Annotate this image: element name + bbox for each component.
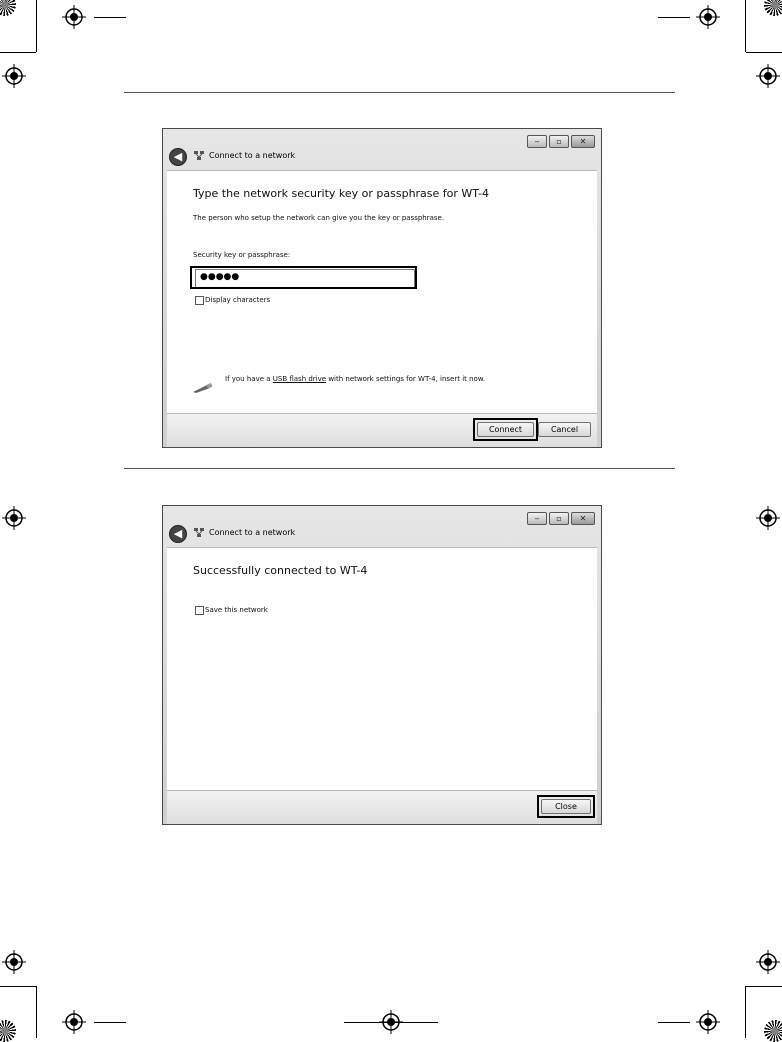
registration-mark-icon xyxy=(379,1010,403,1034)
middle-rule xyxy=(124,468,675,469)
usb-hint-suffix: with network settings for WT-4, insert it now. xyxy=(326,375,486,383)
display-characters-label: Display characters xyxy=(205,296,271,304)
connect-dialog-security-key xyxy=(162,128,602,448)
registration-mark-icon xyxy=(756,64,780,88)
cancel-button[interactable]: Cancel xyxy=(538,422,591,437)
connect-button[interactable]: Connect xyxy=(477,422,534,437)
window-title: Connect to a network xyxy=(209,528,296,537)
back-arrow-icon[interactable]: ◀ xyxy=(169,525,187,543)
usb-hint-prefix: If you have a xyxy=(225,375,273,383)
crop-line xyxy=(0,52,36,53)
back-arrow-icon[interactable]: ◀ xyxy=(169,148,187,166)
dialog-content xyxy=(167,547,597,791)
usb-drive-icon xyxy=(193,383,213,393)
crop-line xyxy=(36,986,37,1038)
registration-mark-icon xyxy=(696,1010,720,1034)
page-heading: Type the network security key or passphrase for WT-4 xyxy=(193,187,489,200)
crop-line xyxy=(745,0,746,52)
dialog-footer xyxy=(167,413,597,447)
crop-line xyxy=(658,1022,690,1023)
registration-mark-icon xyxy=(756,506,780,530)
close-window-button[interactable]: ✕ xyxy=(571,512,595,525)
instruction-text: The person who setup the network can give you the key or passphrase. xyxy=(193,214,445,222)
display-characters-checkbox[interactable] xyxy=(195,296,204,305)
page-heading: Successfully connected to WT-4 xyxy=(193,564,368,577)
registration-mark-icon xyxy=(2,950,26,974)
window-controls xyxy=(527,512,595,525)
security-key-label: Security key or passphrase: xyxy=(193,251,291,259)
security-key-value: ●●●●● xyxy=(200,272,240,282)
registration-mark-icon xyxy=(62,1010,86,1034)
crop-line xyxy=(36,0,37,52)
crop-line xyxy=(94,17,126,18)
registration-mark-icon xyxy=(62,5,86,29)
highlight-box xyxy=(473,418,538,441)
save-network-label: Save this network xyxy=(205,606,268,614)
calibration-mark-icon xyxy=(764,0,782,16)
save-network-checkbox[interactable] xyxy=(195,606,204,615)
window-title: Connect to a network xyxy=(209,151,296,160)
calibration-mark-icon xyxy=(764,1020,782,1042)
crop-line xyxy=(658,17,690,18)
window-controls xyxy=(527,135,595,148)
calibration-mark-icon xyxy=(0,1020,16,1042)
close-button[interactable]: Close xyxy=(541,799,591,814)
usb-flash-drive-link[interactable]: USB flash drive xyxy=(272,375,327,383)
connect-dialog-success xyxy=(162,505,602,825)
registration-mark-icon xyxy=(696,5,720,29)
calibration-mark-icon xyxy=(0,0,16,16)
title-bar xyxy=(163,129,601,169)
highlight-box xyxy=(537,795,595,818)
crop-line xyxy=(0,986,36,987)
maximize-button[interactable]: ▫ xyxy=(549,135,569,148)
minimize-button[interactable]: ‒ xyxy=(527,135,547,148)
network-icon xyxy=(194,151,204,160)
crop-line xyxy=(746,986,782,987)
dialog-content xyxy=(167,170,597,414)
maximize-button[interactable]: ▫ xyxy=(549,512,569,525)
close-window-button[interactable]: ✕ xyxy=(571,135,595,148)
crop-line xyxy=(746,52,782,53)
registration-mark-icon xyxy=(2,506,26,530)
minimize-button[interactable]: ‒ xyxy=(527,512,547,525)
network-icon xyxy=(194,528,204,537)
dialog-footer xyxy=(167,790,597,824)
usb-hint xyxy=(225,375,485,383)
title-bar xyxy=(163,506,601,546)
top-rule xyxy=(124,92,675,93)
highlight-box xyxy=(190,266,417,289)
crop-line xyxy=(94,1022,126,1023)
crop-line xyxy=(745,986,746,1038)
registration-mark-icon xyxy=(2,64,26,88)
registration-mark-icon xyxy=(756,950,780,974)
